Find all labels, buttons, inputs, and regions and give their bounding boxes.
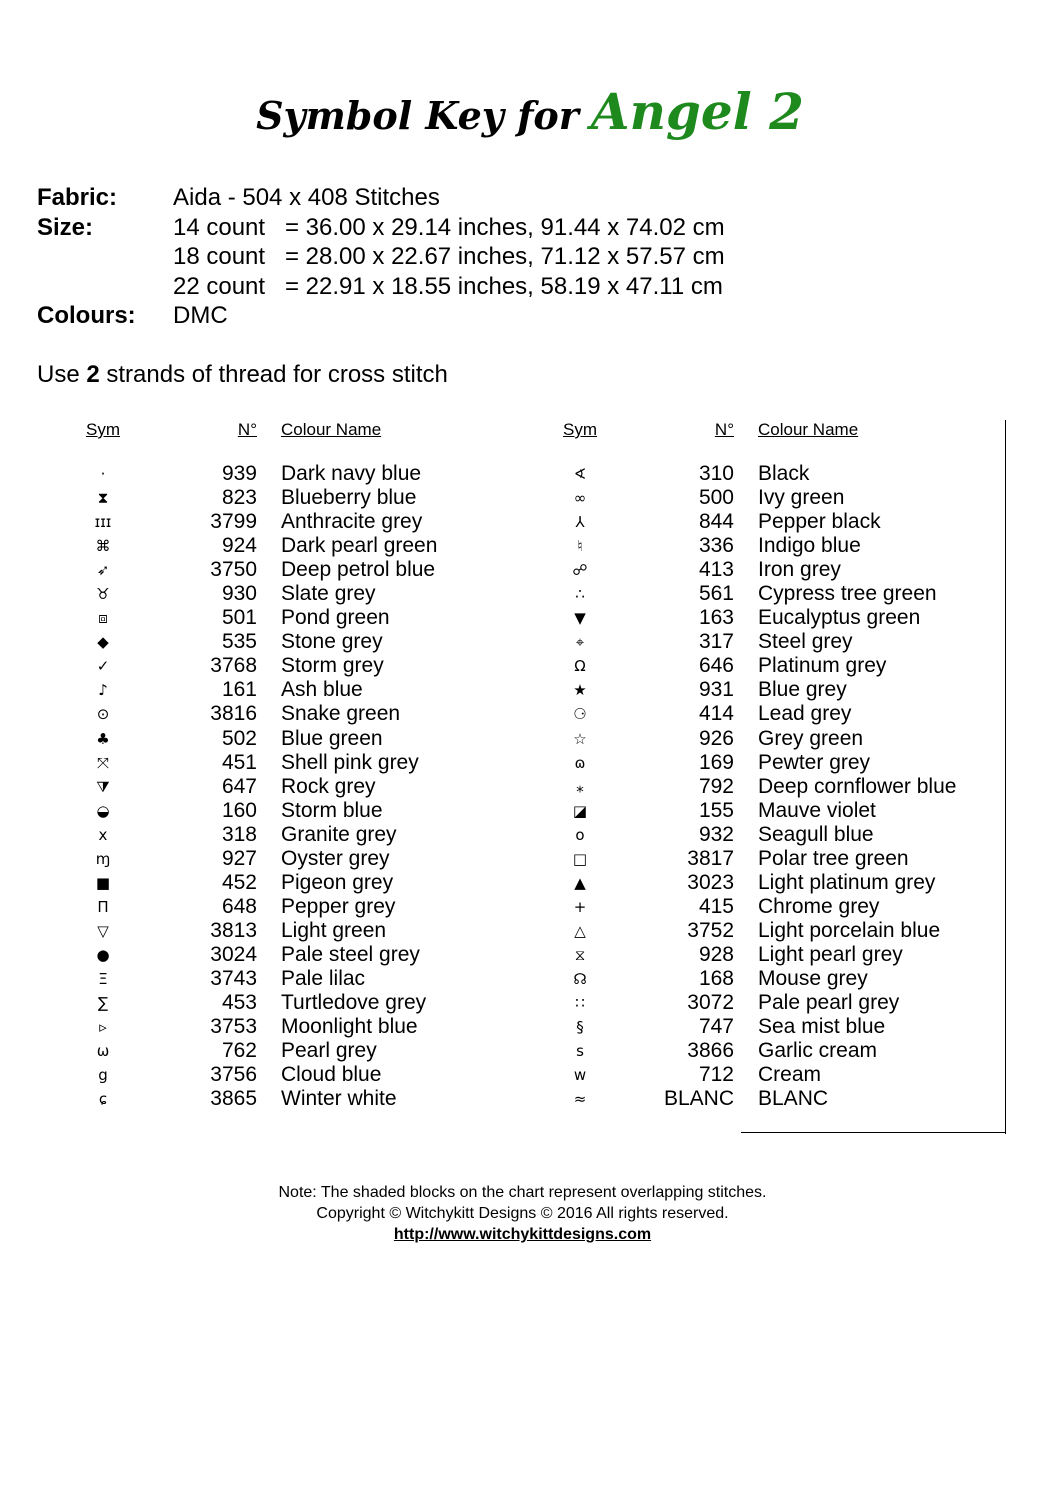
table-row — [60, 919, 437, 943]
dmc-number: 160 — [221, 798, 257, 822]
stitch-symbol: ◒ — [96, 801, 110, 820]
table-row — [60, 751, 437, 775]
pattern-name: Angel 2 — [590, 82, 804, 141]
colour-name: Moonlight blue — [281, 1015, 418, 1039]
colour-name: Dark navy blue — [281, 462, 422, 486]
colour-name: Snake green — [281, 702, 401, 726]
stitch-symbol: ∑ — [97, 994, 109, 1013]
stitch-symbol: ∴ — [575, 585, 585, 604]
stitch-symbol: ∷ — [575, 994, 585, 1013]
table-row — [537, 558, 956, 582]
stitch-symbol: ♪ — [98, 681, 108, 700]
dmc-number: 415 — [698, 894, 734, 918]
colour-name: Light porcelain blue — [758, 918, 941, 942]
dmc-number: 3813 — [210, 918, 257, 942]
colour-name: Pale steel grey — [281, 942, 420, 966]
stitch-symbol: + — [573, 897, 587, 916]
table-row — [60, 702, 437, 726]
footer-note: Note: The shaded blocks on the chart represent overlapping stitches. — [278, 1184, 767, 1201]
table-row — [537, 630, 956, 654]
colour-name: Cloud blue — [281, 1063, 382, 1087]
stitch-symbol: ɕ — [98, 1090, 108, 1109]
table-row — [60, 462, 437, 486]
stitch-symbol: ⧩ — [96, 777, 110, 796]
colour-name: Blue grey — [758, 678, 847, 702]
strands-text-before: Use — [37, 361, 87, 388]
stitch-symbol: ◪ — [572, 801, 588, 820]
stitch-symbol: ⧈ — [98, 609, 108, 628]
dmc-number: 453 — [221, 991, 257, 1015]
colour-name: Blueberry blue — [281, 486, 417, 510]
dmc-number: 502 — [221, 726, 257, 750]
stitch-symbol: ♉ — [96, 585, 110, 604]
stitch-symbol: s — [576, 1042, 584, 1061]
header-name: Colour Name — [281, 420, 382, 439]
table-row — [60, 991, 437, 1015]
dmc-number: 928 — [698, 942, 734, 966]
stitch-symbol: ▼ — [574, 609, 586, 628]
stitch-symbol: w — [573, 1066, 587, 1085]
dmc-number: 3756 — [210, 1063, 257, 1087]
size-count: 22 count — [173, 272, 266, 300]
dmc-number: BLANC — [663, 1087, 734, 1111]
table-row — [537, 895, 956, 919]
dmc-number: 712 — [698, 1063, 734, 1087]
dmc-number: 163 — [698, 606, 734, 630]
stitch-symbol: ∞ — [573, 489, 587, 508]
table-row — [537, 1087, 956, 1111]
stitch-symbol: Π — [97, 897, 109, 916]
table-row — [60, 1087, 437, 1111]
stitch-symbol: ● — [96, 945, 110, 964]
stitch-symbol: ɱ — [95, 849, 111, 868]
dmc-number: 3865 — [210, 1087, 257, 1111]
colour-name: Ash blue — [281, 678, 363, 702]
colour-name: Deep cornflower blue — [758, 774, 957, 798]
stitch-symbol: Ω — [574, 657, 586, 676]
table-row — [537, 1015, 956, 1039]
table-row — [537, 510, 956, 534]
dmc-number: 930 — [221, 582, 257, 606]
website-link[interactable]: http://www.witchykittdesigns.com — [393, 1226, 652, 1243]
footer-copyright: Copyright © Witchykitt Designs © 2016 All rights reserved. — [316, 1205, 729, 1222]
table-row — [537, 654, 956, 678]
dmc-number: 161 — [221, 678, 257, 702]
colour-name: Deep petrol blue — [281, 558, 436, 582]
colour-name: Mauve violet — [758, 798, 876, 822]
strands-text-after: strands of thread for cross stitch — [99, 361, 448, 388]
table-row — [60, 486, 437, 510]
colour-name: Light green — [281, 918, 387, 942]
table-row — [537, 967, 956, 991]
stitch-symbol: ⌘ — [95, 537, 111, 556]
table-row — [60, 510, 437, 534]
stitch-symbol: ∢ — [573, 465, 587, 484]
table-row — [60, 654, 437, 678]
table-row — [60, 895, 437, 919]
colour-name: Grey green — [758, 726, 864, 750]
stitch-symbol: ■ — [95, 873, 111, 892]
stitch-symbol: ☍ — [572, 561, 588, 580]
stitch-symbol: ☆ — [573, 729, 587, 748]
strands-instruction — [37, 361, 448, 389]
dmc-number: 3768 — [210, 654, 257, 678]
dmc-number: 647 — [221, 774, 257, 798]
dmc-number: 336 — [698, 534, 734, 558]
stitch-symbol: □ — [572, 849, 588, 868]
colour-name: Pepper black — [758, 510, 881, 534]
colour-name: Shell pink grey — [281, 750, 419, 774]
table-row — [60, 823, 437, 847]
stitch-symbol: ☊ — [573, 970, 587, 988]
dmc-number: 926 — [698, 726, 734, 750]
table-row — [537, 582, 956, 606]
table-row — [60, 727, 437, 751]
table-row — [537, 991, 956, 1015]
table-row — [537, 871, 956, 895]
colours-value: DMC — [173, 302, 228, 329]
dmc-number: 648 — [221, 894, 257, 918]
strands-count: 2 — [86, 361, 100, 388]
dmc-number: 924 — [221, 534, 257, 558]
fabric-label: Fabric: — [37, 184, 118, 211]
dmc-number: 3743 — [210, 967, 257, 990]
fabric-value: Aida - 504 x 408 Stitches — [173, 184, 440, 211]
table-row — [537, 462, 956, 486]
header-name: Colour Name — [758, 420, 859, 439]
colour-name: Storm grey — [281, 654, 384, 678]
table-row — [537, 1063, 956, 1087]
stitch-symbol: ⊙ — [96, 705, 110, 724]
page-title — [0, 82, 1060, 141]
stitch-symbol: · — [100, 465, 106, 484]
table-row — [60, 558, 437, 582]
dmc-number: 168 — [698, 967, 734, 990]
table-row — [60, 606, 437, 630]
dmc-number: 3816 — [210, 702, 257, 726]
stitch-symbol: △ — [574, 921, 586, 940]
table-row — [537, 847, 956, 871]
size-row — [37, 243, 725, 273]
stitch-symbol: ⧗ — [97, 489, 109, 508]
fabric-info — [37, 184, 725, 332]
colours-row — [37, 302, 725, 332]
stitch-symbol: g — [98, 1066, 108, 1085]
table-row — [60, 534, 437, 558]
colour-name: Lead grey — [758, 702, 852, 726]
header-num: N° — [714, 420, 734, 439]
colour-name: Pewter grey — [758, 750, 871, 774]
dmc-number: 792 — [698, 774, 734, 798]
dmc-number: 927 — [221, 846, 257, 870]
colour-name: Blue green — [281, 726, 383, 750]
symbol-table-right — [537, 420, 956, 1111]
size-row — [37, 273, 725, 303]
stitch-symbol: ⌖ — [575, 633, 585, 652]
dmc-number: 646 — [698, 654, 734, 678]
table-header — [60, 420, 437, 450]
size-value: = 28.00 x 22.67 inches, 71.12 x 57.57 cm — [285, 243, 725, 270]
colour-name: Rock grey — [281, 774, 376, 798]
dmc-number: 561 — [698, 582, 734, 606]
colour-name: Anthracite grey — [281, 510, 423, 534]
dmc-number: 155 — [698, 798, 734, 822]
colour-name: Steel grey — [758, 630, 853, 654]
colour-name: Polar tree green — [758, 846, 909, 870]
dmc-number: 932 — [698, 822, 734, 846]
stitch-symbol: ⧖ — [574, 945, 586, 964]
table-row — [537, 751, 956, 775]
colour-name: Light pearl grey — [758, 942, 903, 966]
stitch-symbol: ◆ — [97, 633, 109, 652]
dmc-number: 414 — [698, 702, 734, 726]
table-row — [60, 678, 437, 702]
table-row — [60, 630, 437, 654]
colour-name: Pigeon grey — [281, 870, 394, 894]
dmc-number: 931 — [698, 678, 734, 702]
stitch-symbol: ♮ — [577, 537, 583, 556]
table-border-bottom — [741, 1132, 1006, 1133]
dmc-number: 747 — [698, 1015, 734, 1039]
dmc-number: 310 — [698, 462, 734, 486]
title-prefix: Symbol Key for — [256, 93, 579, 138]
colour-name: BLANC — [758, 1087, 829, 1111]
stitch-symbol: ✓ — [96, 657, 110, 676]
stitch-symbol: ⁎ — [576, 777, 584, 796]
colour-name: Storm blue — [281, 798, 383, 822]
size-count: 14 count — [173, 213, 266, 241]
table-row — [60, 847, 437, 871]
colour-name: Eucalyptus green — [758, 606, 921, 630]
dmc-number: 535 — [221, 630, 257, 654]
table-row — [537, 799, 956, 823]
dmc-number: 823 — [221, 486, 257, 510]
dmc-number: 169 — [698, 750, 734, 774]
colour-name: Iron grey — [758, 558, 841, 582]
dmc-number: 3753 — [210, 1015, 257, 1039]
stitch-symbol: ★ — [573, 681, 587, 700]
dmc-number: 3023 — [687, 870, 734, 894]
colour-name: Pond green — [281, 606, 390, 630]
table-header — [537, 420, 956, 450]
size-row — [37, 214, 725, 244]
table-row — [60, 799, 437, 823]
stitch-symbol: Ξ — [98, 970, 108, 988]
table-row — [60, 1015, 437, 1039]
colour-name: Pale lilac — [281, 967, 366, 990]
fabric-row — [37, 184, 725, 214]
footer — [0, 1182, 1045, 1245]
dmc-number: 3752 — [687, 918, 734, 942]
dmc-number: 451 — [221, 750, 257, 774]
dmc-number: 3866 — [687, 1039, 734, 1063]
colour-name: Pearl grey — [281, 1039, 377, 1063]
table-row — [60, 871, 437, 895]
dmc-number: 413 — [698, 558, 734, 582]
table-row — [537, 919, 956, 943]
table-body — [60, 462, 437, 1111]
stitch-symbol: ω — [96, 1042, 110, 1061]
dmc-number: 3799 — [210, 510, 257, 534]
table-row — [60, 582, 437, 606]
colour-name: Ivy green — [758, 486, 845, 510]
size-label: Size: — [37, 213, 94, 241]
colour-name: Light platinum grey — [758, 870, 936, 894]
table-row — [537, 678, 956, 702]
dmc-number: 452 — [221, 870, 257, 894]
size-count: 18 count — [173, 243, 266, 270]
dmc-number: 318 — [221, 822, 257, 846]
header-sym: Sym — [86, 420, 120, 439]
stitch-symbol: ≈ — [573, 1090, 587, 1109]
colour-name: Dark pearl green — [281, 534, 438, 558]
colour-name: Black — [758, 462, 810, 486]
colour-name: Indigo blue — [758, 534, 861, 558]
header-num: N° — [237, 420, 257, 439]
dmc-number: 3750 — [210, 558, 257, 582]
table-row — [537, 606, 956, 630]
table-row — [60, 943, 437, 967]
colour-name: Platinum grey — [758, 654, 887, 678]
colour-name: Sea mist blue — [758, 1015, 886, 1039]
stitch-symbol: ♣ — [96, 729, 110, 748]
dmc-number: 501 — [221, 606, 257, 630]
table-row — [537, 486, 956, 510]
colour-name: Garlic cream — [758, 1039, 878, 1063]
colour-name: Pale pearl grey — [758, 991, 900, 1015]
dmc-number: 939 — [221, 462, 257, 486]
colour-name: Pepper grey — [281, 894, 396, 918]
dmc-number: 500 — [698, 486, 734, 510]
dmc-number: 3024 — [210, 942, 257, 966]
table-row — [537, 534, 956, 558]
dmc-number: 3817 — [687, 846, 734, 870]
dmc-number: 762 — [221, 1039, 257, 1063]
size-value: = 22.91 x 18.55 inches, 58.19 x 47.11 cm — [285, 272, 723, 300]
colour-name: Chrome grey — [758, 894, 880, 918]
table-row — [60, 1063, 437, 1087]
table-row — [60, 1039, 437, 1063]
stitch-symbol: o — [575, 825, 585, 844]
stitch-symbol: ▹ — [99, 1018, 107, 1037]
dmc-number: 844 — [698, 510, 734, 534]
table-row — [537, 727, 956, 751]
stitch-symbol: ɪɪɪ — [94, 513, 112, 532]
stitch-symbol: § — [576, 1018, 584, 1037]
table-row — [537, 823, 956, 847]
table-row — [60, 967, 437, 991]
colour-name: Stone grey — [281, 630, 383, 654]
colour-name: Granite grey — [281, 822, 397, 846]
colour-name: Winter white — [281, 1087, 397, 1111]
stitch-symbol: x — [98, 825, 108, 844]
colour-name: Cream — [758, 1063, 822, 1087]
stitch-symbol: ⅄ — [575, 513, 585, 532]
size-value: = 36.00 x 29.14 inches, 91.44 x 74.02 cm — [285, 213, 725, 241]
header-sym: Sym — [563, 420, 597, 439]
symbol-table-left — [60, 420, 437, 1111]
table-row — [537, 943, 956, 967]
dmc-number: 3072 — [687, 991, 734, 1015]
colours-label: Colours: — [37, 302, 136, 329]
dmc-number: 317 — [698, 630, 734, 654]
table-row — [537, 775, 956, 799]
stitch-symbol: ⤧ — [96, 753, 109, 772]
table-body — [537, 462, 956, 1111]
stitch-symbol: ➶ — [96, 561, 110, 580]
colour-name: Slate grey — [281, 582, 376, 606]
colour-name: Mouse grey — [758, 967, 868, 990]
colour-name: Oyster grey — [281, 846, 390, 870]
stitch-symbol: ▲ — [574, 873, 586, 892]
stitch-symbol: ɷ — [574, 753, 586, 772]
colour-name: Seagull blue — [758, 822, 874, 846]
colour-name: Turtledove grey — [281, 991, 427, 1015]
colour-name: Cypress tree green — [758, 582, 937, 606]
stitch-symbol: ▽ — [97, 921, 109, 940]
table-row — [60, 775, 437, 799]
stitch-symbol: ⚆ — [573, 705, 587, 724]
table-row — [537, 1039, 956, 1063]
table-row — [537, 702, 956, 726]
table-border-right — [1005, 420, 1006, 1134]
